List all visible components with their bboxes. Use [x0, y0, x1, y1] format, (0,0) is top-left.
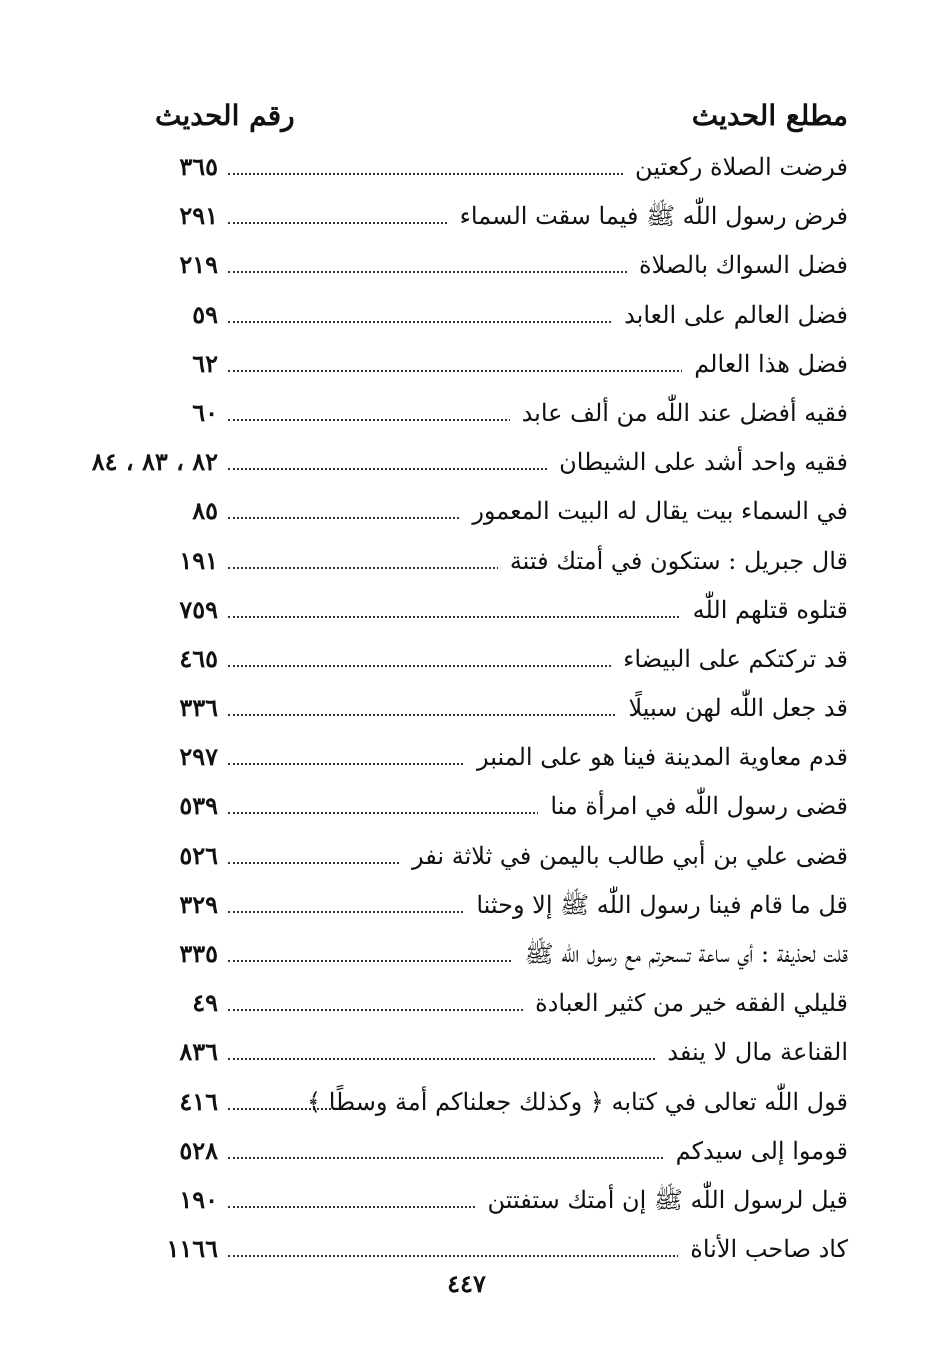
index-entry [0, 732, 933, 781]
index-entry [0, 240, 933, 289]
entry-text: قدم معاوية المدينة فينا هو على المنبر [465, 739, 848, 775]
entry-number: ٥٢٦ [179, 838, 218, 874]
index-entries [0, 142, 933, 1273]
entry-number: ٧٥٩ [179, 592, 218, 628]
entry-text: فقيه أفضل عند اللّٰه من ألف عابد [510, 395, 848, 431]
entry-number: ٤٩ [192, 985, 218, 1021]
entry-text: فرض رسول اللّٰه ﷺ فيما سقت السماء [448, 198, 848, 234]
entry-number: ٨٢ ، ٨٣ ، ٨٤ [92, 444, 218, 480]
entry-text: قال جبريل : ستكون في أمتك فتنة [498, 543, 848, 579]
index-entry [0, 388, 933, 437]
entry-number: ٨٣٦ [179, 1034, 218, 1070]
entry-text: فقيه واحد أشد على الشيطان [547, 444, 848, 480]
entry-text: في السماء بيت يقال له البيت المعمور [460, 493, 848, 529]
index-entry [0, 929, 933, 978]
index-entry [0, 290, 933, 339]
entry-text: القناعة مال لا ينفد [655, 1034, 848, 1070]
entry-text: قضى علي بن أبي طالب باليمن في ثلاثة نفر [400, 838, 848, 874]
index-entry [0, 1175, 933, 1224]
entry-number: ٣٦٥ [179, 149, 218, 185]
entry-number: ٨٥ [192, 493, 218, 529]
index-entry [0, 339, 933, 388]
index-entry [0, 781, 933, 830]
entry-text: قد تركتكم على البيضاء [611, 641, 848, 677]
entry-number: ٦٢ [192, 346, 218, 382]
entry-number: ١٩٠ [179, 1182, 218, 1218]
entry-number: ٣٢٩ [179, 887, 218, 923]
entry-text: فضل السواك بالصلاة [627, 247, 848, 283]
index-entry [0, 978, 933, 1027]
index-entry [0, 1126, 933, 1175]
index-entry [0, 486, 933, 535]
entry-text: قيل لرسول اللّٰه ﷺ إن أمتك ستفتتن [476, 1182, 848, 1218]
entry-number: ٦٠ [192, 395, 218, 431]
entry-number: ٢٩٧ [179, 739, 218, 775]
entry-text: فرضت الصلاة ركعتين [623, 149, 848, 185]
index-entry [0, 880, 933, 929]
column-header-hadith-opening: مطلع الحديث [691, 99, 848, 132]
entry-text: قلت لحذيفة : أي ساعة تسحرتم مع رسول اللّٰه ﷺ [513, 936, 848, 972]
index-entry [0, 1027, 933, 1076]
index-entry [0, 683, 933, 732]
entry-number: ١٩١ [179, 543, 218, 579]
entry-number: ٥٩ [192, 297, 218, 333]
entry-text: قليلي الفقه خير من كثير العبادة [523, 985, 848, 1021]
entry-number: ٥٢٨ [179, 1133, 218, 1169]
entry-text: قضى رسول اللّٰه في امرأة منا [538, 788, 848, 824]
entry-number: ١١٦٦ [166, 1231, 218, 1267]
index-entry [0, 536, 933, 585]
index-entry [0, 191, 933, 240]
index-entry [0, 142, 933, 191]
entry-number: ٤١٦ [179, 1084, 218, 1120]
index-entry [0, 437, 933, 486]
index-entry [0, 634, 933, 683]
entry-number: ٤٦٥ [179, 641, 218, 677]
index-entry [0, 585, 933, 634]
entry-number: ٣٣٥ [179, 936, 218, 972]
entry-number: ٢٩١ [179, 198, 218, 234]
entry-number: ٥٣٩ [179, 788, 218, 824]
entry-text: قوموا إلى سيدكم [664, 1133, 848, 1169]
entry-text: قول اللّٰه تعالى في كتابه ﴿ وكذلك جعلناكم أمة وسطًا ﴾ [366, 1084, 848, 1120]
index-entry [0, 831, 933, 880]
index-entry [0, 1077, 933, 1126]
entry-number: ٣٣٦ [179, 690, 218, 726]
entry-text: فضل العالم على العابد [612, 297, 848, 333]
entry-text: فضل هذا العالم [682, 346, 848, 382]
entry-text: قتلوه قتلهم اللّٰه [681, 592, 848, 628]
page-number: ٤٤٧ [447, 1269, 486, 1298]
entry-text: قل ما قام فينا رسول اللّٰه ﷺ إلا وحثنا [464, 887, 848, 923]
entry-text: كاد صاحب الأناة [678, 1231, 848, 1267]
column-header-hadith-number: رقم الحديث [155, 99, 295, 132]
entry-text: قد جعل اللّٰه لهن سبيلًا [616, 690, 848, 726]
entry-number: ٢١٩ [179, 247, 218, 283]
